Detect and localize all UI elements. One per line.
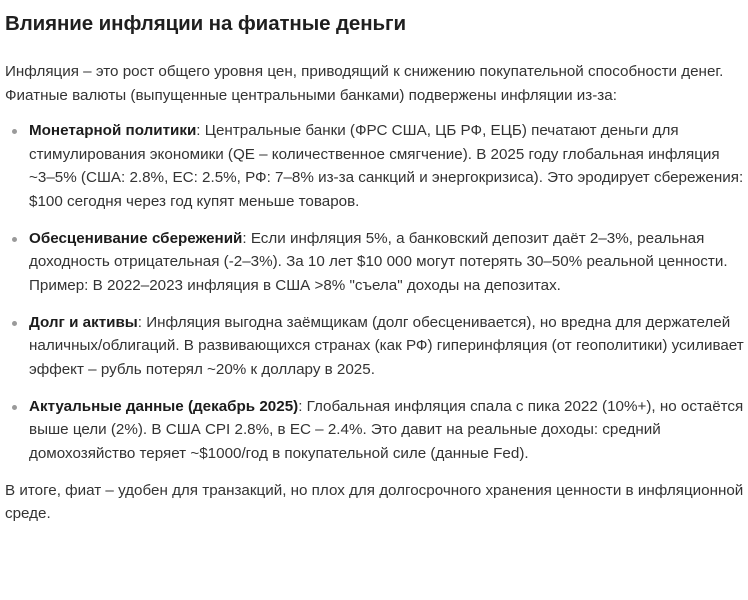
item-heading: Актуальные данные (декабрь 2025) [29, 397, 299, 415]
item-text: : Глобальная инфляция спала с пика 2022 (10%+), но остаётся выше цели (2%). В США CPI 2.8%, в ЕС – 2.4%. Это давит на реальные доходы: средний домохозяйство теряет ~$1000/год в покупательной силе (данные Fed). [29, 397, 744, 462]
item-heading: Долг и активы [29, 313, 138, 331]
item-heading: Обесценивание сбережений [29, 229, 243, 247]
bullet-icon [12, 405, 17, 410]
item-text: : Центральные банки (ФРС США, ЦБ РФ, ЕЦБ) печатают деньги для стимулирования экономики (QE – количественное смягчение). В 2025 году глобальная инфляция ~3–5% (США: 2.8%, ЕС: 2.5%, РФ: 7–8% из-за санкций и энергокризиса). Это эродирует сбережения: $100 сегодня через год купят меньше товаров. [29, 122, 744, 210]
item-heading: Монетарной политики [29, 122, 197, 139]
list-item [5, 395, 744, 466]
page-title: Влияние инфляции на фиатные деньги [5, 12, 406, 35]
conclusion-paragraph: В итоге, фиат – удобен для транзакций, но плох для долгосрочного хранения ценности в инфляционной среде. [5, 481, 744, 522]
bullet-list [5, 119, 744, 465]
intro-paragraph: Инфляция – это рост общего уровня цен, приводящий к снижению покупательной способности денег. Фиатные валюты (выпущенные центральными банками) подвержены инфляции из-за: [5, 63, 724, 104]
item-text: : Инфляция выгодна заёмщикам (долг обесценивается), но вредна для держателей наличных/облигаций. В развивающихся странах (как РФ) гиперинфляция (от геополитики) усиливает эффект – рубль потерял ~20% к доллару в 2025. [29, 313, 744, 378]
bullet-icon [12, 237, 17, 242]
item-text: : Если инфляция 5%, а банковский депозит даёт 2–3%, реальная доходность отрицательная (-2–3%). За 10 лет $10 000 могут потерять 30–50% реальной ценности. Пример: В 2022–2023 инфляция в США >8% "съела" доходы на депозитах. [29, 229, 728, 294]
list-item [5, 119, 744, 213]
list-item [5, 311, 744, 382]
bullet-icon [12, 129, 17, 134]
bullet-icon [12, 321, 17, 326]
list-item [5, 227, 744, 298]
